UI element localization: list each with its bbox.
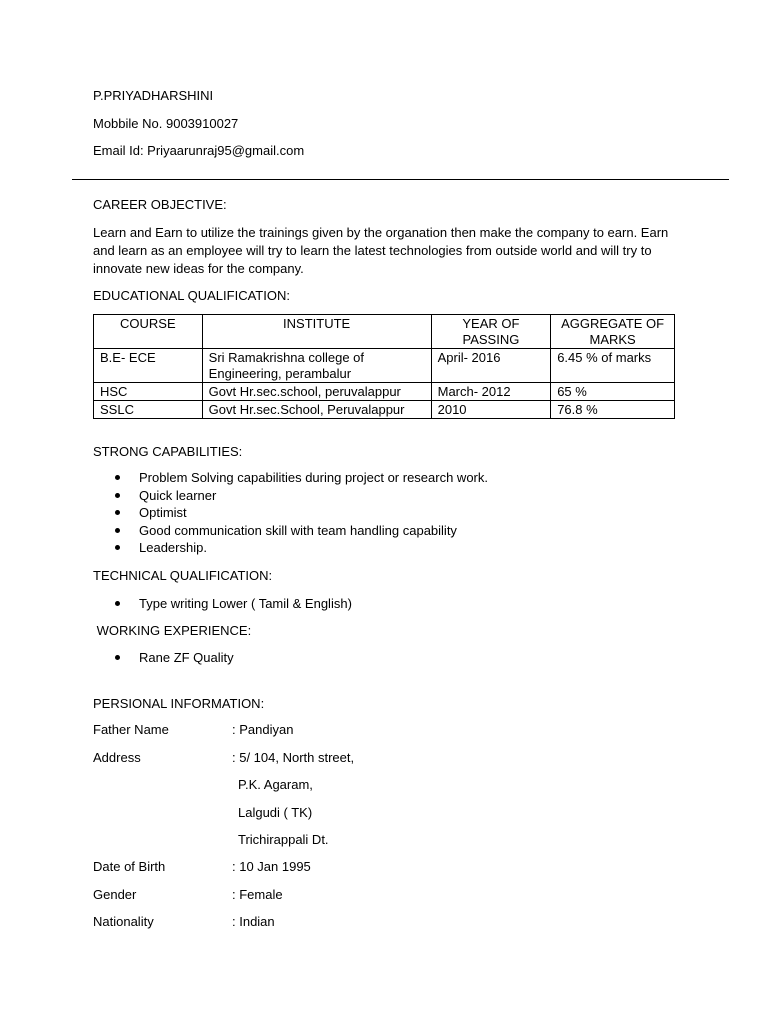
list-item: Quick learner bbox=[93, 487, 488, 505]
table-cell-institute: Sri Ramakrishna college of Engineering, perambalur bbox=[202, 349, 431, 383]
header-divider bbox=[72, 179, 729, 180]
capabilities-list bbox=[93, 469, 488, 557]
table-cell-aggregate: 76.8 % bbox=[551, 401, 675, 419]
column-header-institute: INSTITUTE bbox=[202, 315, 431, 349]
list-item: Optimist bbox=[93, 504, 488, 522]
table-cell-institute: Govt Hr.sec.School, Peruvalappur bbox=[202, 401, 431, 419]
nationality-value: : Indian bbox=[232, 914, 275, 929]
address-label: Address bbox=[93, 750, 141, 765]
career-objective-text bbox=[93, 224, 683, 278]
list-item: Leadership. bbox=[93, 539, 488, 557]
table-row bbox=[94, 383, 675, 401]
father-name-label: Father Name bbox=[93, 722, 169, 737]
table-cell-course: B.E- ECE bbox=[94, 349, 203, 383]
nationality-label: Nationality bbox=[93, 914, 154, 929]
bullet-icon bbox=[115, 601, 120, 606]
bullet-icon bbox=[115, 545, 120, 550]
bullet-icon bbox=[115, 655, 120, 660]
career-objective-heading: CAREER OBJECTIVE: bbox=[93, 197, 227, 212]
education-table bbox=[93, 314, 675, 419]
column-header-year: YEAR OF PASSING bbox=[431, 315, 551, 349]
list-item: Rane ZF Quality bbox=[93, 649, 234, 667]
dob-value: : 10 Jan 1995 bbox=[232, 859, 311, 874]
list-item: Type writing Lower ( Tamil & English) bbox=[93, 595, 352, 613]
table-cell-institute: Govt Hr.sec.school, peruvalappur bbox=[202, 383, 431, 401]
column-header-course: COURSE bbox=[94, 315, 203, 349]
address-line-1: : 5/ 104, North street, bbox=[232, 750, 355, 765]
address-line-3: Lalgudi ( TK) bbox=[238, 805, 313, 820]
address-line-2: P.K. Agaram, bbox=[238, 777, 313, 792]
mobile-number: Mobbile No. 9003910027 bbox=[93, 116, 239, 131]
education-heading: EDUCATIONAL QUALIFICATION: bbox=[93, 288, 290, 303]
gender-label: Gender bbox=[93, 887, 137, 902]
table-cell-year: March- 2012 bbox=[431, 383, 551, 401]
table-cell-course: SSLC bbox=[94, 401, 203, 419]
column-header-aggregate: AGGREGATE OF MARKS bbox=[551, 315, 675, 349]
table-cell-year: 2010 bbox=[431, 401, 551, 419]
table-cell-course: HSC bbox=[94, 383, 203, 401]
bullet-icon bbox=[115, 475, 120, 480]
table-cell-aggregate: 6.45 % of marks bbox=[551, 349, 675, 383]
table-cell-year: April- 2016 bbox=[431, 349, 551, 383]
career-objective-paragraph: Learn and Earn to utilize the trainings given by the organation then make the company to earn. Earn and learn as an employee will try to learn the latest technologies from outside world and will try to innovate new ideas for the company. bbox=[93, 225, 669, 276]
address-line-4: Trichirappali Dt. bbox=[238, 832, 329, 847]
personal-heading: PERSIONAL INFORMATION: bbox=[93, 696, 265, 711]
list-item: Problem Solving capabilities during project or research work. bbox=[93, 469, 488, 487]
bullet-icon bbox=[115, 528, 120, 533]
education-table-header bbox=[94, 315, 675, 349]
capabilities-heading: STRONG CAPABILITIES: bbox=[93, 444, 243, 459]
table-cell-aggregate: 65 % bbox=[551, 383, 675, 401]
technical-heading: TECHNICAL QUALIFICATION: bbox=[93, 568, 273, 583]
candidate-name: P.PRIYADHARSHINI bbox=[93, 88, 214, 103]
table-row bbox=[94, 401, 675, 419]
bullet-icon bbox=[115, 493, 120, 498]
father-name-value: : Pandiyan bbox=[232, 722, 294, 737]
technical-list bbox=[93, 595, 352, 613]
experience-list bbox=[93, 649, 234, 667]
bullet-icon bbox=[115, 510, 120, 515]
table-row bbox=[94, 349, 675, 383]
email-address: Email Id: Priyaarunraj95@gmail.com bbox=[93, 143, 305, 158]
experience-heading: WORKING EXPERIENCE: bbox=[93, 623, 252, 638]
list-item: Good communication skill with team handling capability bbox=[93, 522, 488, 540]
gender-value: : Female bbox=[232, 887, 283, 902]
dob-label: Date of Birth bbox=[93, 859, 166, 874]
